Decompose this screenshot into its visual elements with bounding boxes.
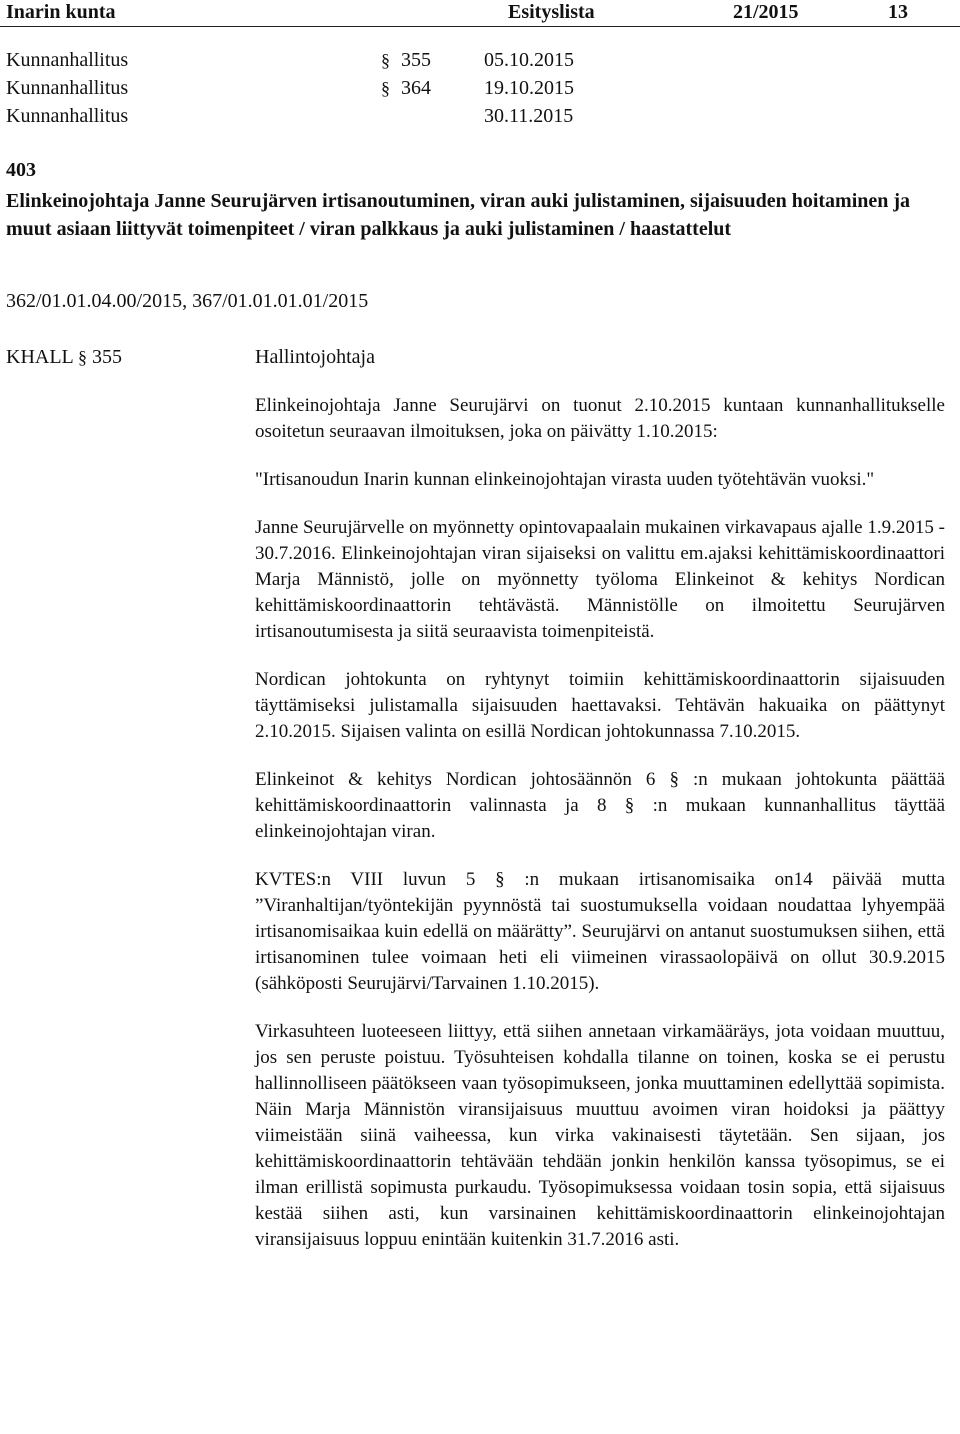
item-number: 403 <box>6 159 36 181</box>
paragraph: "Irtisanoudun Inarin kunnan elinkeinojohtajan virasta uuden työtehtävän vuoksi." <box>255 469 875 490</box>
meeting-section-number: 355 <box>401 49 431 71</box>
paragraph: Janne Seurujärvelle on myönnetty opintovapaalain mukainen virkavapaus ajalle 1.9.2015 - 30.7.2016. Elinkeinojohtajan viran sijaiseksi on valittu em.ajaksi kehittämiskoordinaattori Marja Männistö, jolle on myönnetty työloma Elinkeinot & kehitys Nordican kehittämiskoordinaattorin tehtävästä. Männistölle on ilmoitettu Seurujärven irtisanoutumisesta ja siitä seuraavista toimenpiteistä. <box>255 517 945 642</box>
paragraph: Virkasuhteen luoteeseen liittyy, että siihen annetaan virkamääräys, jota voidaan muuttuu, jos sen peruste poistuu. Työsuhteisen kohdalla tilanne on toinen, koska se ei perustu hallinnolliseen päätökseen vaan työsopimukseen, jonka muuttaminen edellyttää sopimista. Näin Marja Männistön viransijaisuus muuttuu avoimen viran hoidoksi ja päättyy viimeistään siinä vaiheessa, kun virka vakinaisesti täytetään. Sen sijaan, jos kehittämiskoordinaattorin tehtävään tehdään jonkin henkilön kanssa työsopimus, se ei ilman erillistä sopimusta purkaudu. Työsopimuksessa voidaan tosin sopia, että sijaisuus kestää siihen asti, kun varsinainen kehittämiskoordinaattorin elinkeinojohtajan viransijaisuus loppuu enintään kuitenkin 31.7.2016 asti. <box>255 1021 945 1250</box>
document-number: 21/2015 <box>733 1 799 23</box>
page-number: 13 <box>888 1 908 23</box>
section-symbol: § <box>381 50 390 70</box>
municipality-name: Inarin kunta <box>6 1 116 23</box>
meeting-body: Kunnanhallitus <box>6 49 129 71</box>
section-symbol: § <box>78 347 88 367</box>
khall-number: 355 <box>92 346 123 368</box>
khall-reference <box>6 344 122 370</box>
meeting-body: Kunnanhallitus <box>6 77 129 99</box>
page-header <box>0 0 960 27</box>
paragraph: Elinkeinojohtaja Janne Seurujärvi on tuonut 2.10.2015 kuntaan kunnanhallitukselle osoitetun seuraavan ilmoituksen, joka on päivätty 1.10.2015: <box>255 395 945 442</box>
meeting-date: 05.10.2015 <box>484 49 574 71</box>
document-type: Esityslista <box>508 1 595 23</box>
paragraph: Nordican johtokunta on ryhtynyt toimiin kehittämiskoordinaattorin sijaisuuden täyttämiseksi julistamalla sijaisuuden haettavaksi. Tehtävän hakuaika on päättynyt 2.10.2015. Sijaisen valinta on esillä Nordican johtokunnassa 7.10.2015. <box>255 669 945 742</box>
khall-label: KHALL <box>6 346 74 368</box>
paragraph: KVTES:n VIII luvun 5 § :n mukaan irtisanomisaika on14 päivää mutta ”Viranhaltijan/työntekijän pyynnöstä tai suostumuksella voidaan noudattaa lyhyempää irtisanomisaikaa kuin edellä on määrätty”. Seurujärvi on antanut suostumuksen siihen, että irtisanominen tulee voimaan heti eli viimeinen virassaolopäivä on ollut 30.9.2015 (sähköposti Seurujärvi/Tarvainen 1.10.2015). <box>255 869 945 994</box>
paragraph: Elinkeinot & kehitys Nordican johtosäännön 6 § :n mukaan johtokunta päättää kehittämiskoordinaattorin valinnasta ja 8 § :n mukaan kunnanhallitus täyttää elinkeinojohtajan viran. <box>255 769 945 842</box>
meeting-date: 19.10.2015 <box>484 77 574 99</box>
diary-number: 362/01.01.04.00/2015, 367/01.01.01.01/2015 <box>6 290 369 312</box>
document-body <box>255 393 945 1253</box>
section-symbol: § <box>381 78 390 98</box>
meeting-section-number: 364 <box>401 77 431 99</box>
preparer-title: Hallintojohtaja <box>255 346 375 368</box>
agenda-item-heading <box>6 156 946 243</box>
item-title: Elinkeinojohtaja Janne Seurujärven irtisanoutuminen, viran auki julistaminen, sijaisuuden hoitaminen ja muut asiaan liittyvät toimenpiteet / viran palkkaus ja auki julistaminen / haastattelut <box>6 190 911 240</box>
meeting-body: Kunnanhallitus <box>6 105 129 127</box>
meeting-date: 30.11.2015 <box>484 105 574 127</box>
